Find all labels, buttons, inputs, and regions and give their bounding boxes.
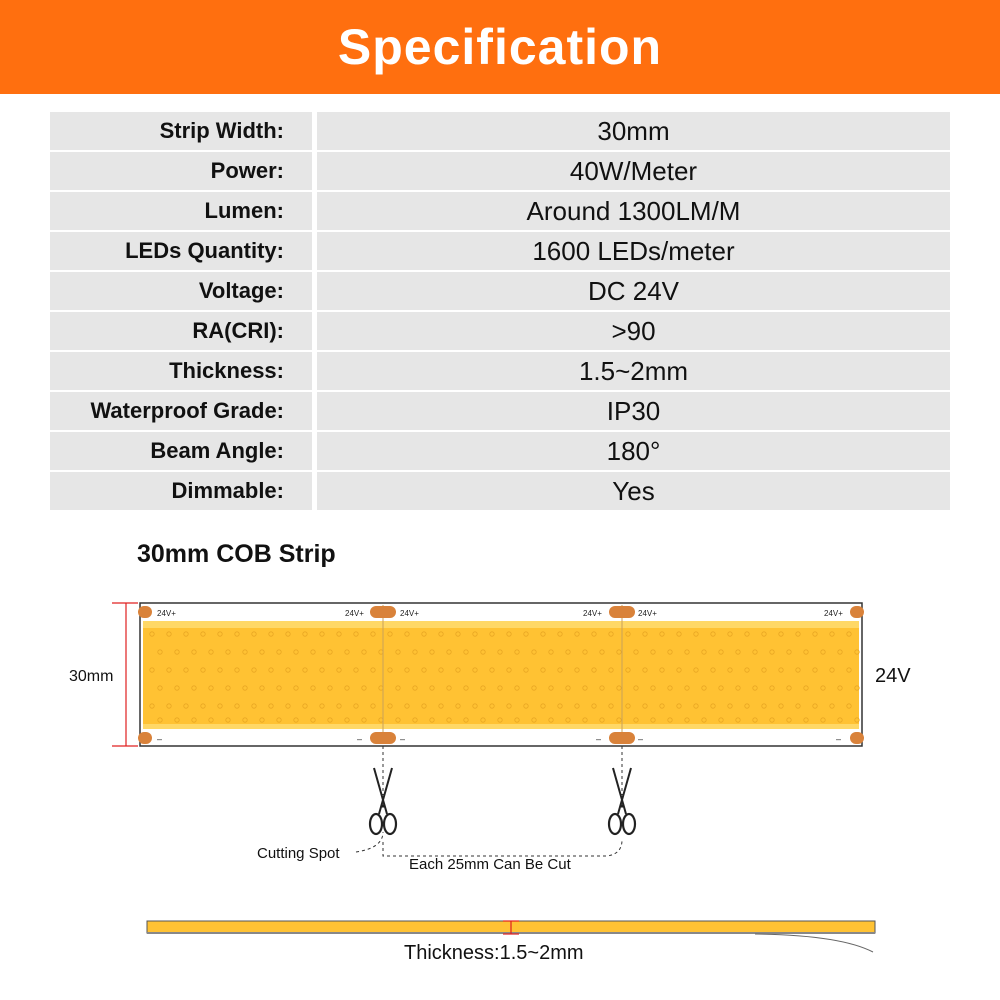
- page-title: Specification: [337, 19, 663, 75]
- spec-label: Lumen:: [50, 192, 312, 230]
- pad-label-positive: 24V+: [583, 609, 602, 618]
- pad-label-negative: –: [638, 734, 644, 744]
- spec-value: 1600 LEDs/meter: [317, 232, 950, 270]
- strip-title: 30mm COB Strip: [137, 540, 336, 568]
- pad-label-positive: 24V+: [157, 609, 176, 618]
- cut-interval-bracket: [383, 840, 622, 856]
- spec-label: Waterproof Grade:: [50, 392, 312, 430]
- pad-label-negative: –: [157, 734, 163, 744]
- spec-value: >90: [317, 312, 950, 350]
- spec-label: Thickness:: [50, 352, 312, 390]
- spec-value: Around 1300LM/M: [317, 192, 950, 230]
- cob-phosphor-area: [143, 621, 859, 729]
- spec-value: 1.5~2mm: [317, 352, 950, 390]
- spec-label: LEDs Quantity:: [50, 232, 312, 270]
- spec-label: Dimmable:: [50, 472, 312, 510]
- spec-value: 180°: [317, 432, 950, 470]
- pad-label-negative: –: [357, 734, 363, 744]
- cutting-spot-label: Cutting Spot: [257, 845, 340, 862]
- pad-label-positive: 24V+: [345, 609, 364, 618]
- spec-label: Strip Width:: [50, 112, 312, 150]
- copper-pad: [370, 732, 396, 744]
- spec-value: Yes: [317, 472, 950, 510]
- pad-label-positive: 24V+: [400, 609, 419, 618]
- copper-pad: [609, 732, 635, 744]
- pad-label-positive: 24V+: [824, 609, 843, 618]
- pad-label-positive: 24V+: [638, 609, 657, 618]
- cutting-spot-pointer: [356, 832, 383, 852]
- spec-value: 30mm: [317, 112, 950, 150]
- thickness-label: Thickness:1.5~2mm: [404, 942, 584, 964]
- spec-value: DC 24V: [317, 272, 950, 310]
- voltage-label: 24V: [875, 665, 911, 687]
- spec-value: IP30: [317, 392, 950, 430]
- copper-pad: [138, 732, 152, 744]
- copper-pad: [370, 606, 396, 618]
- copper-pad: [609, 606, 635, 618]
- spec-label: Voltage:: [50, 272, 312, 310]
- cob-highlight-top: [143, 621, 859, 628]
- copper-pad: [850, 606, 864, 618]
- pad-label-negative: –: [596, 734, 602, 744]
- pad-label-negative: –: [836, 734, 842, 744]
- copper-pad: [850, 732, 864, 744]
- width-dimension-marker: [112, 603, 138, 746]
- cut-interval-label: Each 25mm Can Be Cut: [409, 856, 571, 873]
- spec-label: Beam Angle:: [50, 432, 312, 470]
- spec-label: RA(CRI):: [50, 312, 312, 350]
- cob-highlight-bottom: [143, 724, 859, 729]
- pad-label-negative: –: [400, 734, 406, 744]
- spec-value: 40W/Meter: [317, 152, 950, 190]
- copper-pad: [138, 606, 152, 618]
- spec-label: Power:: [50, 152, 312, 190]
- width-label: 30mm: [69, 668, 114, 685]
